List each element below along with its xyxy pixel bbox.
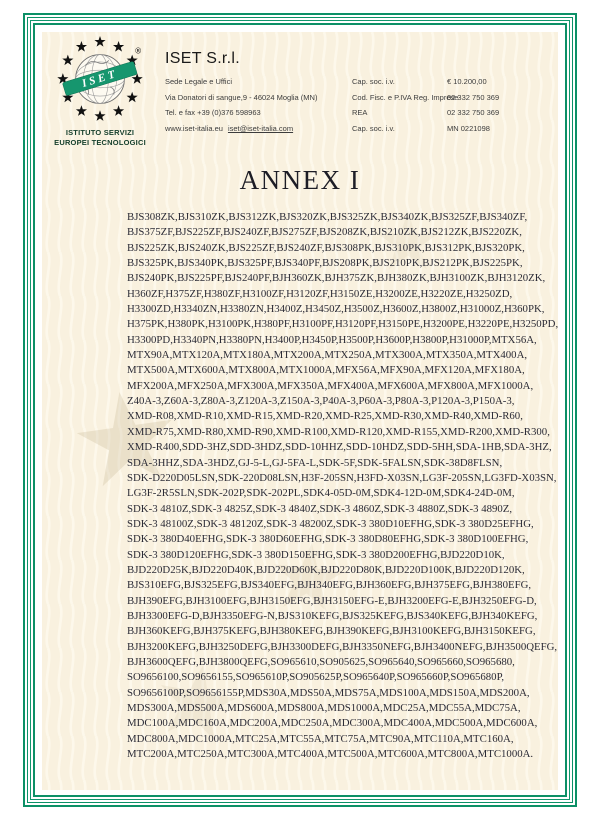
- banner-text: ISET: [80, 67, 120, 91]
- info-label-address-title: Sede Legale e Uffici: [165, 77, 232, 86]
- code-line: SDK-3 380D40EFHG,SDK-3 380D60EFHG,SDK-3 380D80EFHG,SDK-3 380D100EFHG,: [127, 533, 529, 546]
- code-line: XMD-R400,SDD-3HZ,SDD-3HDZ,SDD-10HHZ,SDD-10HDZ,SDD-5HH,SDA-1HB,SDA-3HZ,: [127, 441, 552, 454]
- code-line: Z40A-3,Z60A-3,Z80A-3,Z120A-3,Z150A-3,P40A-3,P60A-3,P80A-3,P120A-3,P150A-3,: [127, 395, 515, 408]
- logo-caption-line1: ISTITUTO SERVIZI: [65, 128, 135, 137]
- certificate-paper: [42, 32, 558, 790]
- code-line: H3300PD,H3340PN,H3380PN,H3400P,H3450P,H3500P,H3600P,H3800P,H31000P,MTX56A,: [127, 333, 537, 346]
- info-web-email: [165, 124, 293, 133]
- info-label-piva: Cod. Fisc. e P.IVA Reg. Imprese: [352, 92, 459, 102]
- code-line: H375PK,H380PK,H3100PK,H380PF,H3100PF,H3120PF,H3150PE,H3200PE,H3220PE,H3250PD,: [127, 318, 558, 331]
- company-info: [165, 77, 558, 139]
- code-line: SDK-3 48100Z,SDK-3 48120Z,SDK-3 48200Z,SDK-3 380D10EFHG,SDK-3 380D25EFHG,: [127, 517, 534, 530]
- info-value-phone: Tel. e fax +39 (0)376 598963: [165, 108, 261, 118]
- logo-caption-line2: EUROPEI TECNOLOGICI: [54, 138, 146, 148]
- registered-mark: ®: [134, 46, 143, 56]
- info-label-rea: REA: [352, 108, 368, 118]
- watermark-star-icon: ★: [60, 359, 192, 520]
- code-line: BJH360KEFG,BJH375KEFG,BJH380KEFG,BJH390KEFG,BJH3100KEFG,BJH3150KEFG,: [127, 625, 536, 638]
- info-label-registro: Cap. soc. i.v.: [352, 123, 395, 133]
- logo-caption: [50, 128, 150, 148]
- code-line: MDS300A,MDS500A,MDS600A,MDS800A,MDS1000A,MDC25A,MDC55A,MDC75A,: [127, 702, 521, 714]
- watermark-star-icon: ★: [261, 519, 355, 636]
- company-logo: [50, 36, 150, 148]
- code-line: SDK-3 4810Z,SDK-3 4825Z,SDK-3 4840Z,SDK-3 4860Z,SDK-3 4880Z,SDK-3 4890Z,: [127, 502, 513, 515]
- code-line: MTX90A,MTX120A,MTX180A,MTX200A,MTX250A,MTX300A,MTX350A,MTX400A,: [127, 349, 528, 362]
- company-name: ISET S.r.l.: [165, 50, 241, 67]
- info-row: [165, 93, 558, 109]
- code-line: H360ZF,H375ZF,H380ZF,H3100ZF,H3120ZF,H3150ZE,H3200ZE,H3220ZE,H3250ZD,: [127, 287, 513, 300]
- info-row: [165, 108, 558, 124]
- email-link[interactable]: iset@iset-italia.com: [227, 123, 294, 133]
- code-line: MTX500A,MTX600A,MTX800A,MTX1000A,MFX56A,MFX90A,MFX120A,MFX180A,: [127, 364, 525, 377]
- code-line: XMD-R75,XMD-R80,XMD-R90,XMD-R100,XMD-R120,XMD-R155,XMD-R200,XMD-R300,: [127, 425, 550, 438]
- code-list: [127, 210, 558, 762]
- website-text: www.iset-italia.eu: [165, 123, 223, 133]
- code-line: SDK-D220D05LSN,SDK-220D08LSN,H3F-205SN,H3FD-X03SN,LG3F-205SN,LG3FD-X03SN,: [127, 471, 557, 484]
- code-line: SDA-3HHZ,SDA-3HDZ,GJ-5-L,GJ-5FA-L,SDK-5F,SDK-5FALSN,SDK-38D8FLSN,: [127, 456, 503, 469]
- info-row: [165, 77, 558, 93]
- code-line: MFX200A,MFX250A,MFX300A,MFX350A,MFX400A,MFX600A,MFX800A,MFX1000A,: [127, 379, 534, 392]
- info-value-cap-soc: € 10.200,00: [447, 77, 487, 86]
- info-label-cap-soc: Cap. soc. i.v.: [352, 77, 395, 86]
- code-line: BJS225ZK,BJS240ZK,BJS225ZF,BJS240ZF,BJS308PK,BJS310PK,BJS312PK,BJS320PK,: [127, 241, 525, 254]
- code-line: BJS325PK,BJS340PK,BJS325PF,BJS340PF,BJS208PK,BJS210PK,BJS212PK,BJS225PK,: [127, 257, 523, 270]
- info-value-address: Via Donatori di sangue,9 - 46024 Moglia (MN): [165, 92, 318, 102]
- code-line: BJS308ZK,BJS310ZK,BJS312ZK,BJS320ZK,BJS325ZK,BJS340ZK,BJS325ZF,BJS340ZF,: [127, 211, 528, 223]
- code-line: BJD220D25K,BJD220D40K,BJD220D60K,BJD220D80K,BJD220D100K,BJD220D120K,: [127, 563, 525, 576]
- code-line: BJS310EFG,BJS325EFG,BJS340EFG,BJH340EFG,BJH360EFG,BJH375EFG,BJH380EFG,: [127, 579, 532, 592]
- info-value-piva: 02 332 750 369: [447, 92, 500, 102]
- code-line: BJS240PK,BJS225PF,BJS240PF,BJH360ZK,BJH375ZK,BJH380ZK,BJH3100ZK,BJH3120ZK,: [127, 272, 546, 285]
- code-line: BJH3300EFG-D,BJH3350EFG-N,BJS310KEFG,BJS325KEFG,BJS340KEFG,BJH340KEFG,: [127, 609, 538, 622]
- code-line: MTC200A,MTC250A,MTC300A,MTC400A,MTC500A,MTC600A,MTC800A,MTC1000A.: [127, 748, 534, 761]
- code-line: SO9656100P,SO9656155P,MDS30A,MDS50A,MDS75A,MDS100A,MDS150A,MDS200A,: [127, 686, 530, 699]
- info-row: [165, 124, 558, 140]
- code-line: MDC800A,MDC1000A,MTC25A,MTC55A,MTC75A,MTC90A,MTC110A,MTC160A,: [127, 732, 514, 745]
- iset-emblem-icon: [52, 36, 148, 122]
- code-line: MDC100A,MDC160A,MDC200A,MDC250A,MDC300A,MDC400A,MDC500A,MDC600A,: [127, 717, 538, 730]
- code-line: H3300ZD,H3340ZN,H3380ZN,H3400Z,H3450Z,H3500Z,H3600Z,H3800Z,H31000Z,H360PK,: [127, 303, 545, 316]
- code-line: LG3F-2R5SLN,SDK-202P,SDK-202PL,SDK4-05D-0M,SDK4-12D-0M,SDK4-24D-0M,: [127, 487, 515, 500]
- code-line: SDK-3 380D120EFHG,SDK-3 380D150EFHG,SDK-3 380D200EFHG,BJD220D10K,: [127, 548, 505, 561]
- code-line: BJH390EFG,BJH3100EFG,BJH3150EFG,BJH3150EFG-E,BJH3200EFG-E,BJH3250EFG-D,: [127, 594, 537, 607]
- code-line: BJH3600QEFG,BJH3800QEFG,SO965610,SO905625,SO965640,SO965660,SO965680,: [127, 655, 515, 668]
- code-line: BJH3200KEFG,BJH3250DEFG,BJH3300DEFG,BJH3350NEFG,BJH3400NEFG,BJH3500QEFG,: [127, 640, 558, 653]
- code-line: BJS375ZF,BJS225ZF,BJS240ZF,BJS275ZF,BJS208ZK,BJS210ZK,BJS212ZK,BJS220ZK,: [127, 226, 522, 239]
- info-value-registro: MN 0221098: [447, 123, 490, 133]
- code-line: SO9656100,SO9656155,SO965610P,SO905625P,SO965640P,SO965660P,SO965680P,: [127, 671, 505, 684]
- info-value-rea: 02 332 750 369: [447, 108, 500, 118]
- annex-title: ANNEX I: [239, 165, 361, 195]
- code-line: XMD-R08,XMD-R10,XMD-R15,XMD-R20,XMD-R25,XMD-R30,XMD-R40,XMD-R60,: [127, 410, 523, 423]
